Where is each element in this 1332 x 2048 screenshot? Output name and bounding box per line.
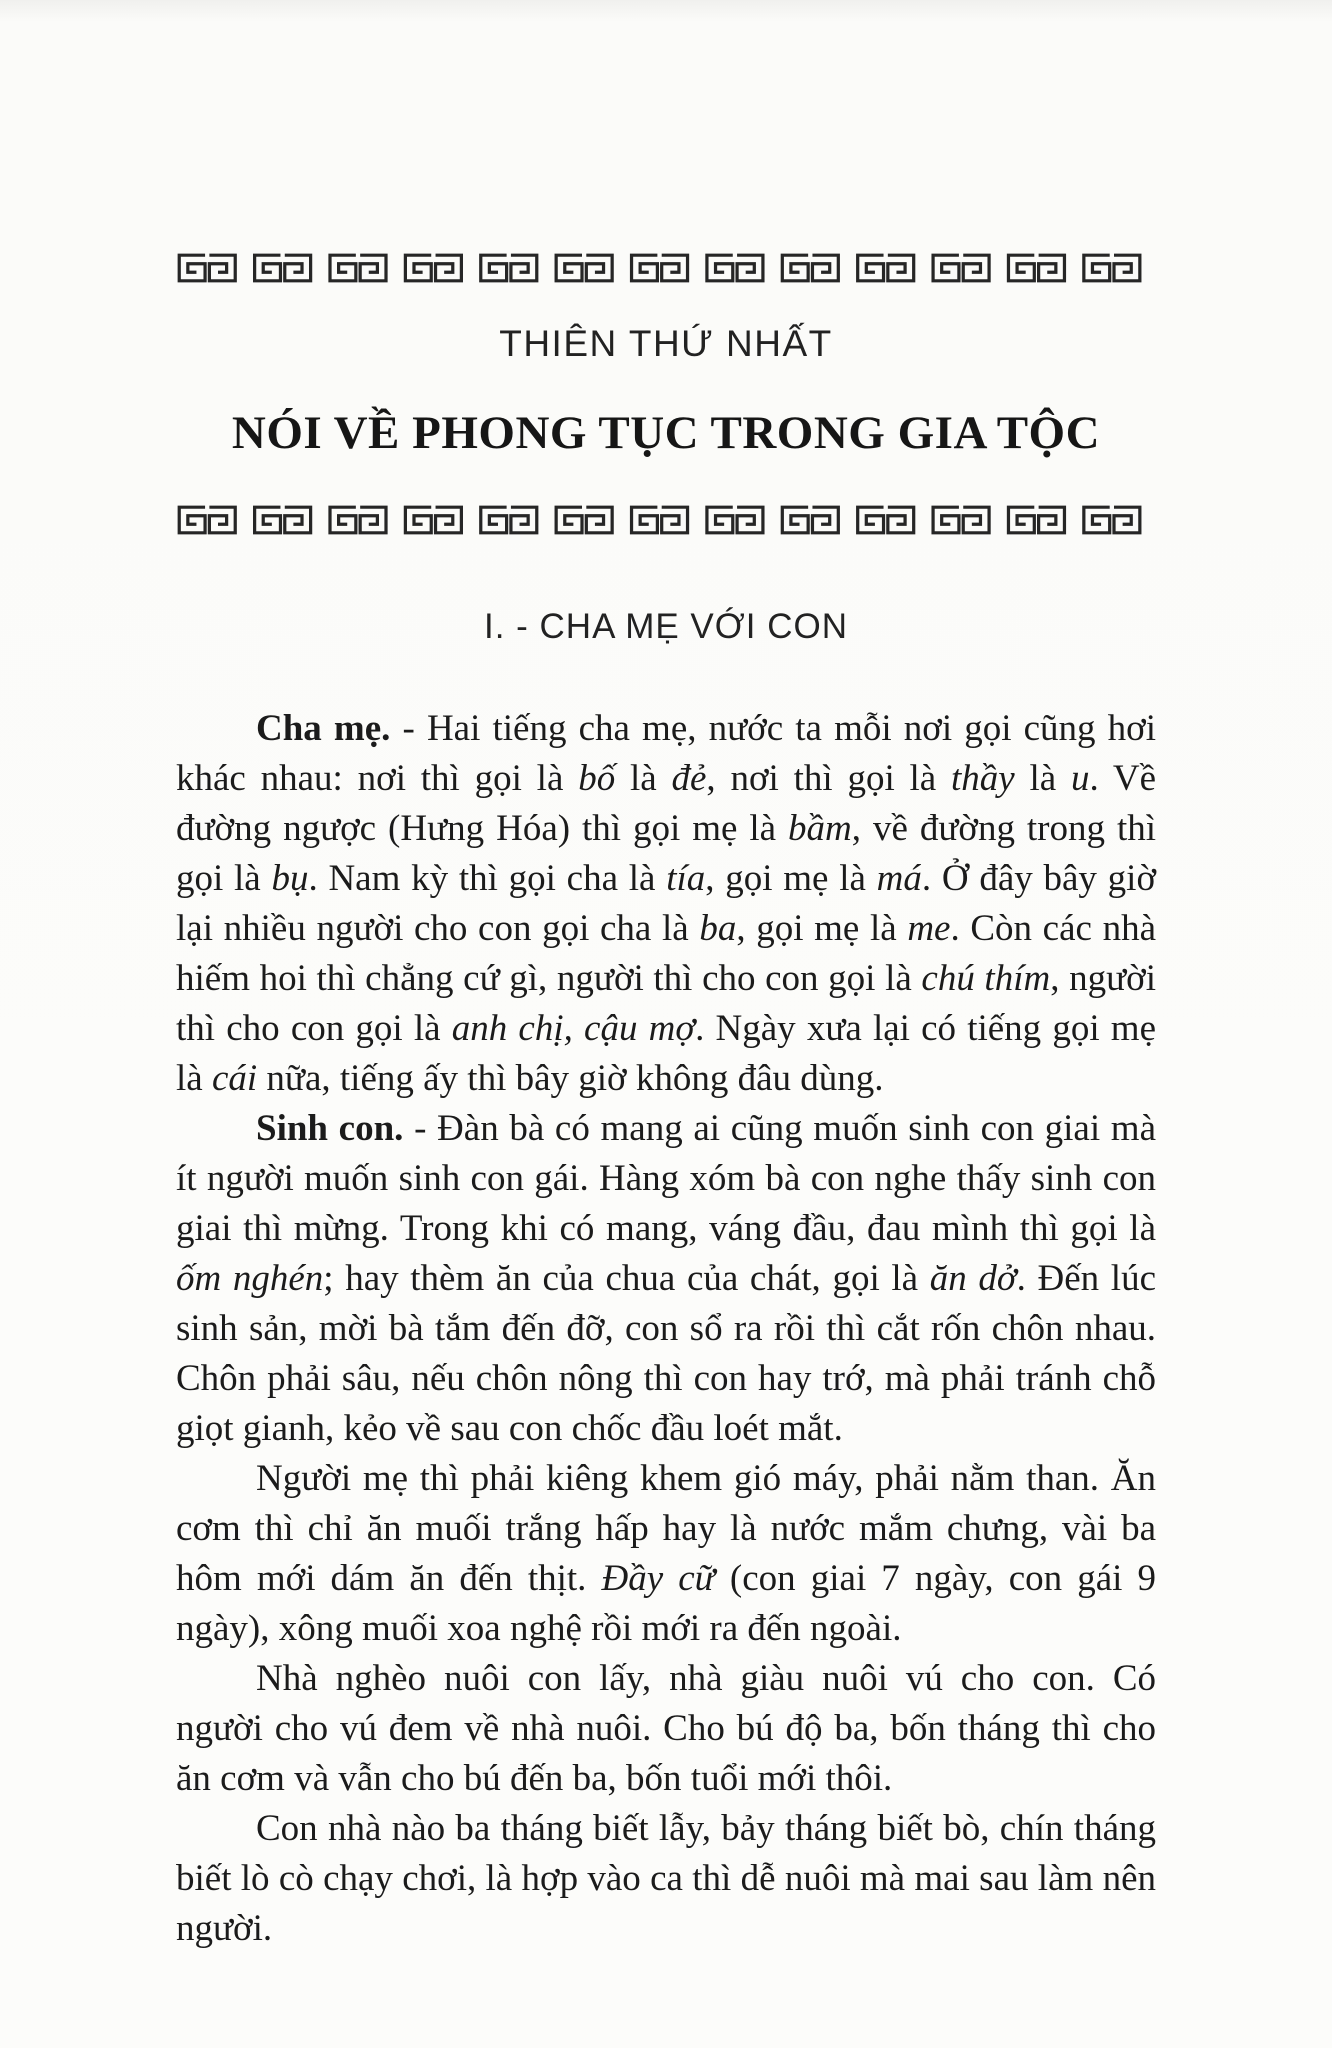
text-segment: - Đàn bà có mang ai cũng muốn sinh con giai mà ít người muốn sinh con gái. Hàng xóm bà con nghe thấy sinh con giai thì mừng. Trong khi có mang, váng đầu, đau mình thì gọi là [176, 1108, 1156, 1249]
text-segment: chú thím [921, 958, 1051, 999]
text-segment: Nhà nghèo nuôi con lấy, nhà giàu nuôi vú cho con. Có người cho vú đem về nhà nuôi. Cho bú độ ba, bốn tháng thì cho ăn cơm và vẫn cho bú đến ba, bốn tuổi mới thôi. [176, 1658, 1156, 1799]
text-segment: Đầy cữ [601, 1558, 715, 1599]
text-segment: - Hai tiếng cha mẹ, nước ta mỗi nơi gọi cũng hơi khác nhau: nơi thì gọi là [176, 708, 1156, 799]
text-segment: , về đường trong thì gọi là [176, 808, 1156, 899]
text-segment: Người mẹ thì phải kiêng khem gió máy, phải nằm than. Ăn cơm thì chỉ ăn muối trắng hấp hay là nước mắm chưng, vài ba hôm mới dám ăn đến thịt. [176, 1458, 1156, 1599]
text-segment: . Nam kỳ thì gọi cha là [308, 858, 667, 899]
text-segment: bụ [271, 858, 309, 899]
chapter-label: THIÊN THỨ NHẤT [499, 323, 833, 364]
text-segment: má [876, 858, 922, 899]
text-segment: tía [666, 858, 706, 899]
text-segment: bố [578, 758, 616, 799]
paragraph-sinh-con [176, 1104, 1156, 1454]
text-segment: đẻ [671, 758, 707, 799]
page-content [176, 252, 1156, 1954]
text-segment: , nơi thì gọi là [706, 758, 952, 799]
text-segment: u [1071, 758, 1090, 799]
meander-border-bottom [176, 504, 1156, 536]
paragraph-con-nha [176, 1804, 1156, 1954]
text-segment: là [615, 758, 672, 799]
text-segment: ba [699, 908, 737, 949]
chapter-title: NÓI VỀ PHONG TỤC TRONG GIA TỘC [231, 407, 1101, 459]
body-text [176, 704, 1156, 1954]
paragraph-cha-me [176, 704, 1156, 1104]
text-segment: , gọi mẹ là [736, 908, 908, 949]
text-segment: ốm nghén [176, 1258, 324, 1299]
text-segment: là [1014, 758, 1072, 799]
text-segment: . Ở đây bây giờ lại nhiều người cho con gọi cha là [176, 858, 1157, 949]
section-heading: I. - CHA MẸ VỚI CON [483, 607, 849, 646]
text-segment: . Đến lúc sinh sản, mời bà tắm đến đỡ, con sổ ra rồi thì cắt rốn chôn nhau. Chôn phải sâu, nếu chôn nông thì con hay trớ, mà phải tránh chỗ giọt gianh, kẻo về sau con chốc đầu loét mắt. [176, 1258, 1156, 1449]
text-segment: , gọi mẹ là [705, 858, 877, 899]
text-segment: Sinh con. [256, 1108, 404, 1149]
text-segment: Con nhà nào ba tháng biết lẫy, bảy tháng biết bò, chín tháng biết lò cò chạy chơi, là hợp vào ca thì dễ nuôi mà mai sau làm nên người. [176, 1808, 1156, 1949]
paragraph-nha-ngheo [176, 1654, 1156, 1804]
text-segment: bầm [788, 808, 852, 849]
text-segment: . Ngày xưa lại có tiếng gọi mẹ là [176, 1008, 1157, 1099]
text-segment: (con giai 7 ngày, con gái 9 ngày), xông muối xoa nghệ rồi mới ra đến ngoài. [176, 1558, 1157, 1649]
meander-border-top [176, 252, 1156, 284]
text-segment: nữa, tiếng ấy thì bây giờ không đâu dùng. [257, 1058, 884, 1099]
text-segment: . Còn các nhà hiếm hoi thì chẳng cứ gì, người thì cho con gọi là [176, 908, 1157, 999]
text-segment: Cha mẹ. [256, 708, 391, 749]
text-segment: anh chị, cậu mợ [451, 1008, 696, 1049]
text-segment: thầy [951, 758, 1015, 799]
text-segment: me [907, 908, 951, 949]
text-segment: . Về đường ngược (Hưng Hóa) thì gọi mẹ là [176, 758, 1157, 849]
text-segment: cái [211, 1058, 258, 1099]
paragraph-nguoi-me [176, 1454, 1156, 1654]
text-segment: ; hay thèm ăn của chua của chát, gọi là [323, 1258, 930, 1299]
text-segment: ăn dở [929, 1258, 1017, 1299]
text-segment: , người thì cho con gọi là [176, 958, 1156, 1049]
